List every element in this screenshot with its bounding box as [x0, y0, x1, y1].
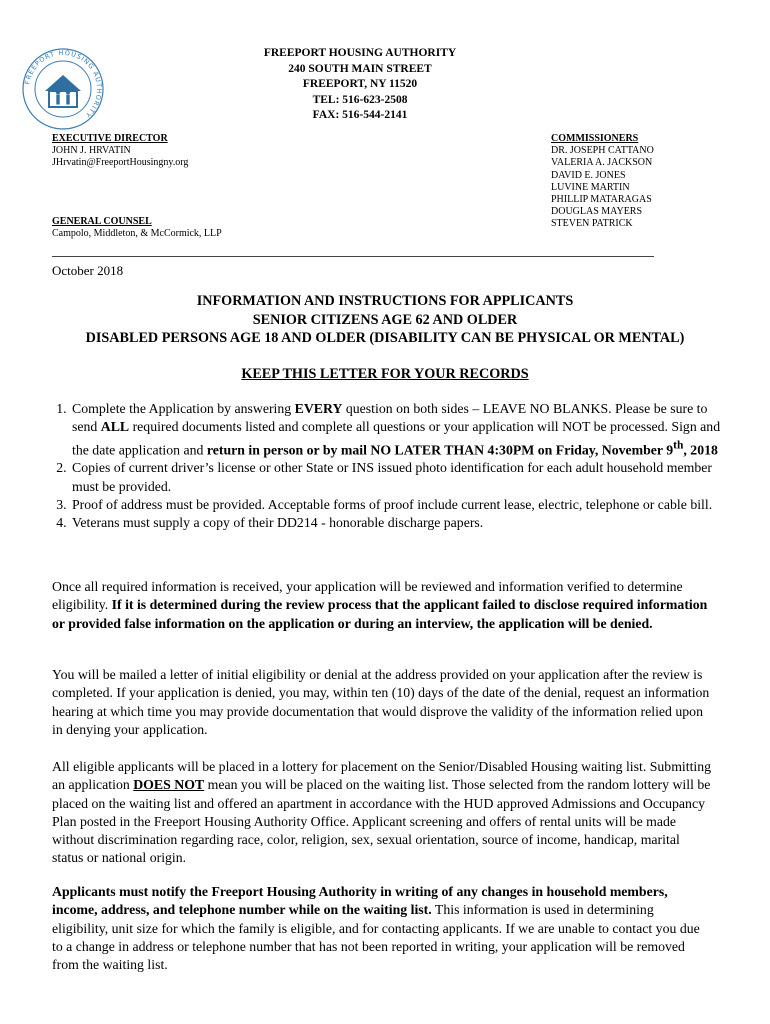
- commissioner-name: DAVID E. JONES: [551, 169, 626, 181]
- street-address: 240 SOUTH MAIN STREET: [288, 62, 432, 75]
- commissioner-name: DR. JOSEPH CATTANO: [551, 145, 654, 157]
- general-counsel-name: Campolo, Middleton, & McCormick, LLP: [52, 228, 222, 240]
- paragraph-emphasis: DOES NOT: [133, 777, 205, 793]
- review-paragraph: [52, 578, 712, 633]
- step-text: required documents listed and complete all questions or your application will NOT be processed. Sign and the date application and: [72, 419, 721, 458]
- telephone: TEL: 516-623-2508: [312, 93, 408, 106]
- paragraph-emphasis: Applicants must notify the Freeport Housing Authority in writing of any changes in household members, income, address, and telephone number while on the waiting list.: [52, 884, 668, 918]
- letter-date: October 2018: [52, 263, 124, 278]
- paragraph-text: mean you will be placed on the waiting list. Those selected from the random lottery will be placed on the waiting list and offered an apartment in accordance with the HUD approved Admissions and Occupancy Plan posted in the Freeport Housing Authority Office. Applicant screening and offers of rental units will be made without discrimination regarding race, color, religion, sex, sexual orientation, source of income, handicap, marital status or national origin.: [52, 777, 711, 866]
- title-line-2: SENIOR CITIZENS AGE 62 AND OLDER: [252, 311, 518, 328]
- step-deadline: return in person or by mail NO LATER THAN 4:30PM on Friday, November 9: [206, 442, 674, 458]
- commissioner-name: LUVINE MARTIN: [551, 181, 630, 193]
- denial-paragraph: You will be mailed a letter of initial eligibility or denial at the address provided on your application after the review is completed. If your application is denied, you may, within ten (10) days of the date of the denial, request an information hearing at which time you may provide documentation that would disprove the validity of the information relied upon in denying your application.: [52, 667, 710, 737]
- list-item: 2. Copies of current driver’s license or other State or INS issued photo identification for each adult household member must be provided.: [70, 459, 730, 496]
- commissioners-heading: COMMISSIONERS: [551, 133, 639, 144]
- divider-line: [52, 256, 654, 257]
- housing-authority-logo: [14, 46, 112, 132]
- step-text: Complete the Application by answering: [72, 401, 295, 416]
- title-line-3: DISABLED PERSONS AGE 18 AND OLDER (DISABILITY CAN BE PHYSICAL OR MENTAL): [85, 330, 685, 346]
- executive-director-email: JHrvatin@FreeportHousingny.org: [52, 157, 189, 169]
- document-title: [0, 292, 770, 348]
- general-counsel-heading: GENERAL COUNSEL: [52, 216, 152, 227]
- step-text: question on both sides – LEAVE NO BLANKS. Please be sure to send: [72, 401, 708, 435]
- paragraph-text: This information is used in determining eligibility, unit size for which the family is eligible, and for contacting applicants. If we are unable to contact you due to a change in address or telephone number that has not been reported in writing, your application will be removed from the waiting list.: [52, 902, 700, 973]
- letterhead: [180, 46, 540, 124]
- list-item: 3. Proof of address must be provided. Acceptable forms of proof include current lease, electric, telephone or cable bill.: [70, 496, 730, 514]
- general-counsel-block: [52, 216, 222, 240]
- executive-director-block: [52, 133, 188, 170]
- notify-changes-paragraph: [52, 883, 712, 974]
- list-item: 4. Veterans must supply a copy of their DD214 - honorable discharge papers.: [70, 514, 730, 532]
- house-with-people-icon: [14, 46, 112, 132]
- ordinal-suffix: th: [673, 439, 684, 452]
- executive-director-name: JOHN J. HRVATIN: [52, 145, 131, 157]
- commissioner-name: STEVEN PATRICK: [551, 218, 633, 230]
- list-item: [70, 400, 730, 459]
- lottery-paragraph: [52, 758, 712, 868]
- instruction-list: [50, 400, 730, 533]
- step-emphasis: ALL: [100, 419, 130, 435]
- commissioner-name: VALERIA A. JACKSON: [551, 157, 653, 169]
- executive-director-heading: EXECUTIVE DIRECTOR: [52, 133, 168, 144]
- paragraph-text: Once all required information is received, your application will be reviewed and information verified to determine eligibility.: [52, 579, 683, 613]
- title-line-1: INFORMATION AND INSTRUCTIONS FOR APPLICANTS: [196, 293, 574, 309]
- step-emphasis: EVERY: [294, 401, 343, 416]
- keep-records-notice: KEEP THIS LETTER FOR YOUR RECORDS: [241, 366, 529, 382]
- commissioners-block: [551, 133, 654, 231]
- commissioner-name: DOUGLAS MAYERS: [551, 206, 643, 218]
- org-name: FREEPORT HOUSING AUTHORITY: [263, 47, 457, 59]
- fax: FAX: 516-544-2141: [312, 109, 408, 121]
- paragraph-emphasis: If it is determined during the review process that the applicant failed to disclose required information or provided false information on the application or during an interview, the application will be denied.: [52, 597, 708, 631]
- city-state-zip: FREEPORT, NY 11520: [302, 78, 418, 90]
- commissioner-name: PHILLIP MATARAGAS: [551, 194, 652, 206]
- paragraph-text: All eligible applicants will be placed in a lottery for placement on the Senior/Disabled Housing waiting list. Submitting an application: [52, 759, 712, 793]
- step-deadline-year: , 2018: [683, 442, 718, 458]
- logo-ring-text: FREEPORT HOUSING AUTHORITY: [23, 48, 104, 120]
